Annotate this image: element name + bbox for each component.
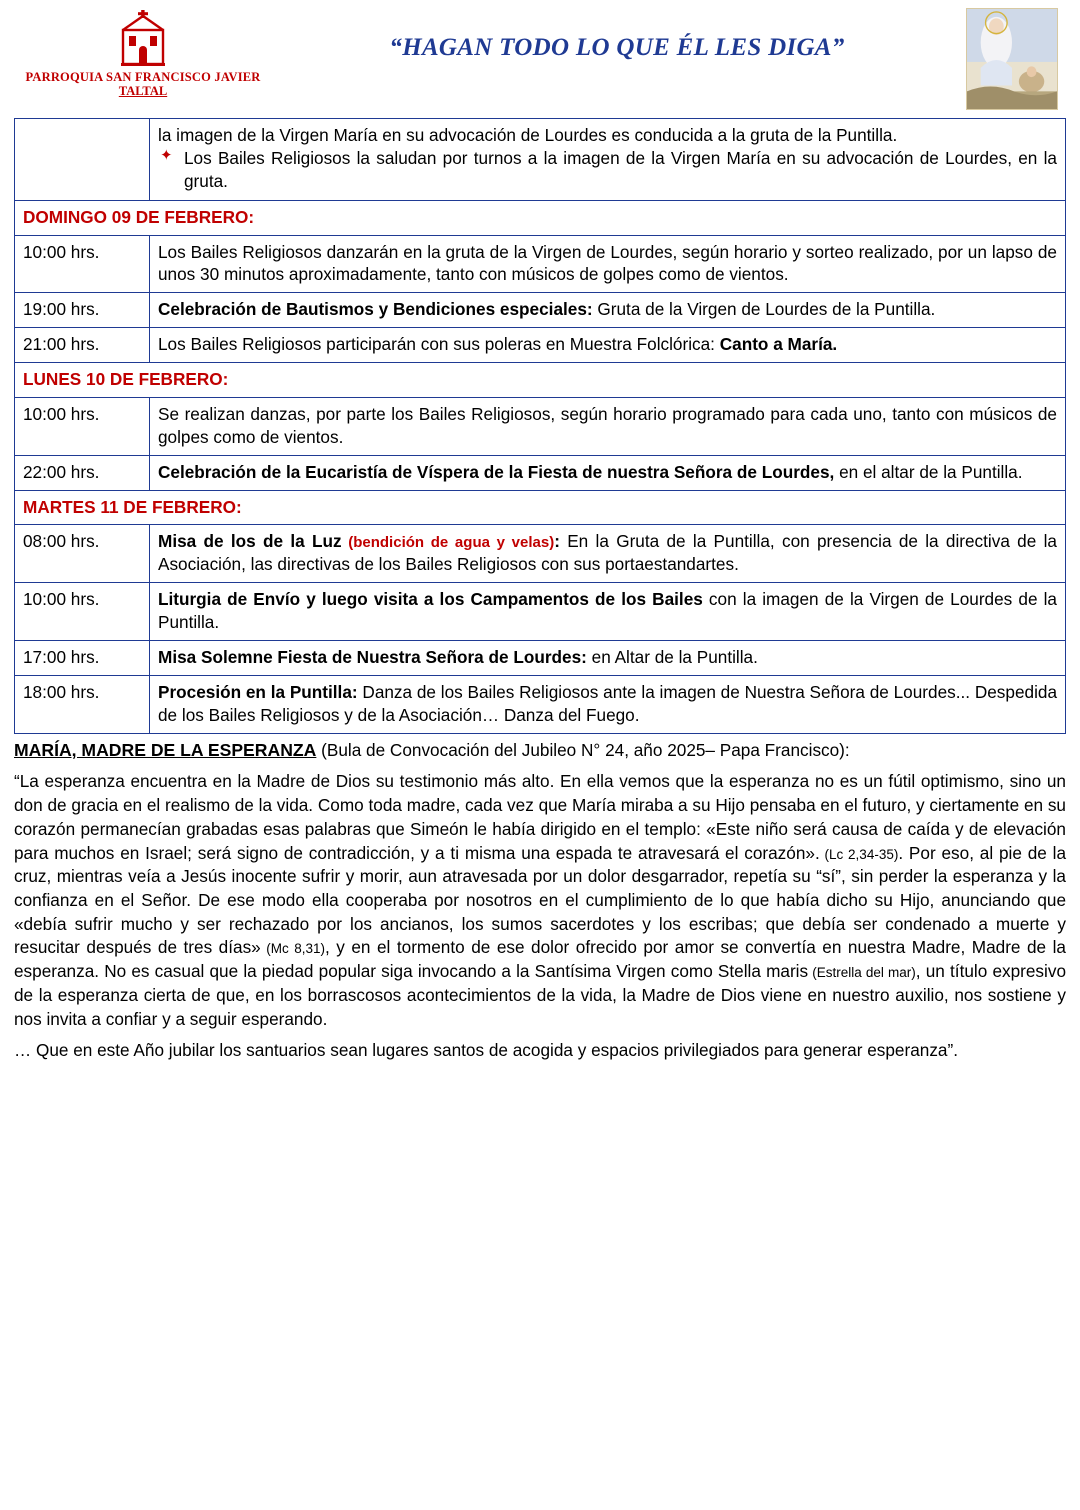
church-icon [115, 10, 171, 68]
table-row [15, 583, 1066, 641]
table-row [15, 640, 1066, 675]
table-row [15, 397, 1066, 455]
description-cell [150, 525, 1066, 583]
table-row [15, 525, 1066, 583]
table-row [15, 675, 1066, 733]
time-cell: 21:00 hrs. [15, 328, 150, 363]
description-bold: Misa Solemne Fiesta de Nuestra Señora de Lourdes: [158, 646, 587, 667]
list-item [158, 147, 1057, 193]
continuation-cell [150, 119, 1066, 201]
table-row [15, 235, 1066, 293]
description-cell [150, 583, 1066, 641]
schedule-table [14, 118, 1066, 734]
time-cell: 08:00 hrs. [15, 525, 150, 583]
description-cell [150, 397, 1066, 455]
description-text: Los Bailes Religiosos danzarán en la gruta de la Virgen de Lourdes, según horario y sorteo realizado, por un lapso de unos 30 minutos aproximadamente, tanto con músicos de golpes como de vientos. [158, 241, 1057, 285]
description-red-note: (bendición de agua y velas) [341, 534, 555, 552]
description-text: Se realizan danzas, por parte los Bailes Religiosos, según horario programado para cada uno, tanto con músicos de golpes como de vientos. [158, 403, 1057, 447]
header-title-wrap [268, 8, 966, 62]
description-bold: Procesión en la Puntilla: [158, 681, 358, 702]
article-body-1: “La esperanza encuentra en la Madre de Dios su testimonio más alto. En ella vemos que la esperanza no es un fútil optimismo, sino un don de gracia en el realismo de la vida. Como toda madre, cada vez que María miraba a su Hijo pensaba en el futuro, y ciertamente en su corazón permanecían grabadas esas palabras que Simeón le había dirigido en el templo: «Este niño será causa de caída y de elevación para muchos en Israel; será signo de contradicción, y a ti misma una espada te atravesará el corazón». [14, 771, 1066, 863]
article-ref-lc: (Lc 2,34-35) [819, 846, 899, 862]
table-row [15, 455, 1066, 490]
article-paragraph-body [14, 770, 1066, 1031]
time-cell-empty [15, 119, 150, 201]
parish-city: TALTAL [118, 84, 168, 99]
description-bold: Celebración de Bautismos y Bendiciones especiales: [158, 299, 593, 320]
description-text: Los Bailes Religiosos participarán con sus poleras en Muestra Folclórica: [158, 334, 720, 355]
description-text: Gruta de la Virgen de Lourdes de la Puntilla. [592, 299, 936, 320]
document-header [14, 8, 1066, 116]
article-paragraph-intro [14, 738, 1066, 763]
article-title: MARÍA, MADRE DE LA ESPERANZA [14, 739, 317, 760]
table-row [15, 293, 1066, 328]
description-cell [150, 328, 1066, 363]
time-cell: 18:00 hrs. [15, 675, 150, 733]
time-cell: 17:00 hrs. [15, 640, 150, 675]
day-header-row [15, 490, 1066, 525]
article-paragraph-final: … Que en este Año jubilar los santuarios sean lugares santos de acogida y espacios privilegiados para generar esperanza”. [14, 1040, 958, 1061]
time-cell: 22:00 hrs. [15, 455, 150, 490]
day-header-row [15, 200, 1066, 235]
parish-identity [18, 8, 268, 99]
article-section [14, 738, 1066, 1064]
article-source: (Bula de Convocación del Jubileo N° 24, año 2025– Papa Francisco): [316, 739, 850, 760]
description-cell [150, 640, 1066, 675]
time-cell: 19:00 hrs. [15, 293, 150, 328]
continuation-bullets [158, 147, 1057, 193]
description-bold-colon: : [554, 531, 560, 552]
time-cell: 10:00 hrs. [15, 235, 150, 293]
description-text: En la Gruta de la Puntilla, con presencia de la directiva de la Asociación, las directivas de los Bailes Religiosos con sus portaestandartes. [158, 531, 1057, 575]
description-bold: Misa de los de la Luz [158, 531, 342, 552]
description-text: en Altar de la Puntilla. [586, 646, 758, 667]
description-cell [150, 455, 1066, 490]
day-label-lunes: LUNES 10 DE FEBRERO: [15, 363, 1066, 398]
day-label-domingo: DOMINGO 09 DE FEBRERO: [15, 200, 1066, 235]
article-ref-mc: (Mc 8,31) [260, 941, 325, 957]
page-title: “HAGAN TODO LO QUE ÉL LES DIGA” [389, 34, 845, 61]
description-text: con la imagen de la Virgen de Lourdes de la Puntilla. [158, 589, 1057, 633]
table-row [15, 119, 1066, 201]
article-body-2: . Por eso, al pie de la cruz, mientras veía a Jesús inocente sufrir y morir, aun atravesada por un dolor desgarrador, repetía su “sí”, sin perder la esperanza y la confianza en el Señor. De ese modo ella cooperaba por nosotros en el cumplimiento de lo que había dicho su Hijo, anunciando que «debía sufrir mucho y ser rechazado por los ancianos, los sumos sacerdotes y los escribas; que debía ser condenado a muerte y resucitar después de tres días» [14, 842, 1067, 958]
description-cell [150, 235, 1066, 293]
article-body-3: , y en el tormento de ese dolor ofrecido por amor se convertía en nuestra Madre, Madre de la esperanza. No es casual que la piedad popular siga invocando a la Santísima Virgen como Stella maris [14, 937, 1066, 982]
table-row [15, 328, 1066, 363]
description-cell [150, 675, 1066, 733]
time-cell: 10:00 hrs. [15, 583, 150, 641]
description-text: Danza de los Bailes Religiosos ante la imagen de Nuestra Señora de Lourdes... Despedida de los Bailes Religiosos y de la Asociación… Danza del Fuego. [158, 681, 1058, 725]
list-item-label: Los Bailes Religiosos la saludan por turnos a la imagen de la Virgen María en su advocación de Lourdes, en la gruta. [184, 147, 1057, 191]
marian-image-wrap [966, 8, 1058, 110]
description-text: en el altar de la Puntilla. [834, 461, 1023, 482]
description-bold: Liturgia de Envío y luego visita a los Campamentos de los Bailes [158, 589, 703, 610]
virgin-of-lourdes-image [966, 8, 1058, 110]
day-header-row [15, 363, 1066, 398]
description-bold-tail: Canto a María. [719, 334, 838, 355]
description-cell [150, 293, 1066, 328]
parish-name: PARROQUIA SAN FRANCISCO JAVIER [25, 70, 261, 84]
diamond-bullet-icon: ✦ [160, 146, 173, 164]
time-cell: 10:00 hrs. [15, 397, 150, 455]
day-label-martes: MARTES 11 DE FEBRERO: [15, 490, 1066, 525]
description-bold: Celebración de la Eucaristía de Víspera de la Fiesta de nuestra Señora de Lourdes, [158, 461, 835, 482]
article-body-4: , un título expresivo de la esperanza cierta de que, en los borrascosos acontecimientos de la vida, la Madre de Dios viene en nuestro auxilio, nos sostiene y nos invita a confiar y a seguir esperando. [14, 961, 1066, 1029]
article-ref-stella: (Estrella del mar) [808, 965, 916, 981]
continuation-line: la imagen de la Virgen María en su advocación de Lourdes es conducida a la gruta de la Puntilla. [158, 125, 898, 145]
